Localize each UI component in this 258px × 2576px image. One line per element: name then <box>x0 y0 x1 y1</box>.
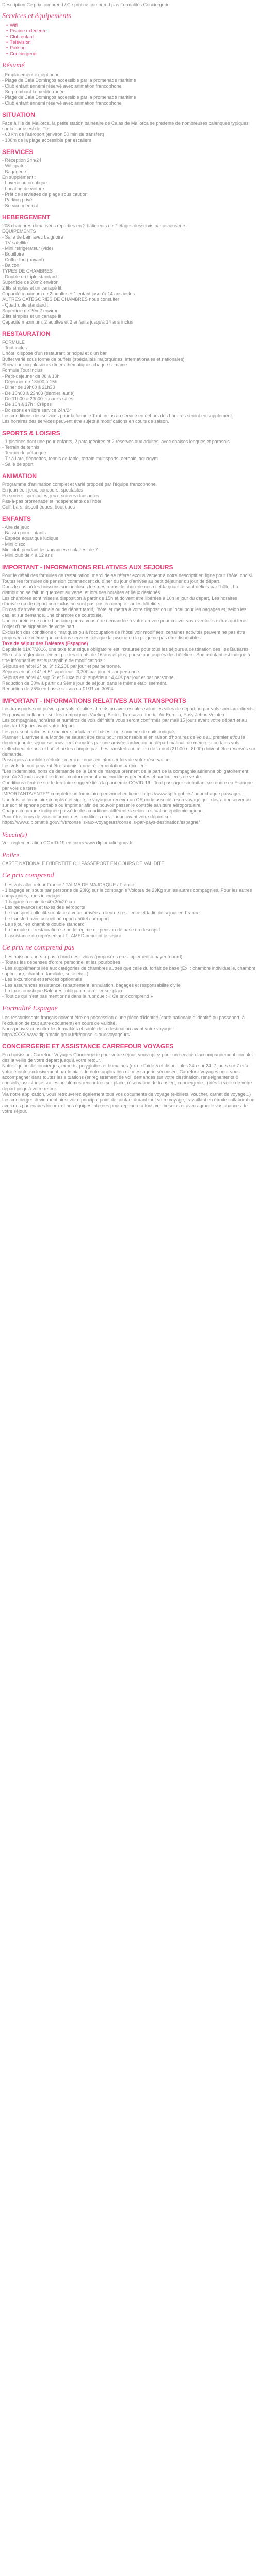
ne-comprend-section <box>2 944 256 999</box>
ne-comprend-line: - Les boissons hors repas à bord des avions (proposées en supplément à payer à bord) <box>2 954 183 959</box>
service-item: • Parking <box>6 45 256 51</box>
comprend-line: - Le transport collectif sur place à votre arrivée au lieu de résidence et la fin de séjour en France <box>2 910 200 916</box>
info-transports-para: Les transports sont prévus par vols réguliers directs ou avec escales selon les villes de départ ou par vols spéciaux directs. <box>2 706 255 711</box>
equipement-line: - Coffre-fort (payant) <box>2 257 44 262</box>
services-title: Services et équipements <box>2 12 71 20</box>
info-sejours-para: Réduction de 75% en basse saison du 01/11 au 30/04 <box>2 686 114 691</box>
info-sejours-para: En cas d'arrivée matinale ou de départ tardif, l'hôtelier mettra à votre disposition un local pour les bagages et, selon les cas, et sur demande, une chambre de courtoisie. <box>2 607 247 618</box>
info-sejours-para: Dans le cas où les boissons sont incluses lors des repas, le choix de ces-ci et la quantité sont définis par l'hôtel. La distribution se fait uniquement au verre, et lors des horaires et lieux désignés. <box>2 584 238 595</box>
info-sejours-section <box>2 564 256 692</box>
formule-title: FORMULE <box>2 340 25 345</box>
equipement-line: - Balcon <box>2 263 20 268</box>
services-line: - Bagagerie <box>2 169 26 174</box>
ne-comprend-line: - La taxe touristique Baléares, obligatoire à régler sur place <box>2 988 124 993</box>
services-line: - Prêt de serviettes de plage sous caution <box>2 192 88 197</box>
tout-inclus-title: Formule Tout Inclus <box>2 368 43 373</box>
ne-comprend-line: - Les excursions et services optionnels <box>2 977 82 982</box>
resume-section <box>2 62 256 106</box>
type-line: - Double ou triple standard : <box>2 274 60 279</box>
tout-inclus-note: Les conditions des services pour la formule Tout Inclus au service en dehors des horaires seront en supplément. <box>2 413 233 418</box>
enfants-line: - Aire de jeux <box>2 524 29 530</box>
info-sejours-para: Depuis le 01/07/2016, une taxe touristique obligatoire est instaurée pour tous les séjours à destination des Îles Baléares. Elle est à régler directement par les clients de 16 ans et plus, par séjour, auprès des hôteliers. Son montant est indiqué à titre informatif et est susceptible de modifications : <box>2 647 250 663</box>
conciergerie-para: Notre équipe de concierges, experts, polyglottes et humaines (ex de l'aide 5 et disponibles 24h sur 24, 7 jours sur 7 et à votre écoute exclusivement par le biais de notre application de messagerie sécurisée, Carrefour Voyages pour vous accompagner dans toutes les situations (enregistrement de vol, demandes sur votre destination, renseignements & conseils, assistance sur les problèmes rencontrés sur place, réservation de transfert, conciergerie...) dès la veille de votre départ jusqu'à votre retour. <box>2 1063 252 1091</box>
animation-section <box>2 472 256 510</box>
conciergerie-para: Via notre application, vous retrouverez également tous vos documents de voyage (e-billets, voucher, carnet de voyage...) <box>2 1092 251 1097</box>
tout-inclus-line: - Boissons en libre service 24h/24 <box>2 408 72 413</box>
hebergement-title: HEBERGEMENT <box>2 214 51 221</box>
formule-line: L'hôtel dispose d'un restaurant principal et d'un bar <box>2 351 107 356</box>
tout-inclus-line: - De 16h à 17h : Crêpes <box>2 402 52 407</box>
enfants-line: - Mini club de 4 à 12 ans <box>2 553 53 558</box>
info-transports-para: En pouvant collaborer sur les compagnies Vueling, Binter, Transavia, Iberia, Air Europa, Easy Jet ou Volotea. <box>2 712 226 717</box>
type-line: Capacité maximum: 2 adultes et 2 enfants jusqu'à 14 ans inclus <box>2 319 133 325</box>
enfants-section <box>2 515 256 558</box>
info-sejours-para: Une empreinte de carte bancaire pourra vous être demandée à votre arrivée pour couvrir vos éventuels extras qui ferait l'objet d'une signature de votre part. <box>2 618 248 629</box>
ne-comprend-title: Ce prix ne comprend pas <box>2 944 75 952</box>
comprend-line: - Les vols aller-retour France / PALMA DE MAJORQUE / France <box>2 882 134 887</box>
services-line: - Service médical <box>2 203 38 208</box>
resume-line: - Plage de Cala Domingos accessible par la promenade maritime <box>2 78 136 83</box>
sports-line: - Terrain de pétanque <box>2 450 46 455</box>
animation-line: En journée : jeux, concours, spectacles <box>2 487 83 493</box>
equipement-line: - Mini réfrigérateur (vide) <box>2 246 53 251</box>
info-transports-para[interactable]: Pour être tenus de vous informer des conditions en vigueur, avant votre départ sur : https://www.diplomatie.gouv.fr/fr/conseils-aux-voyageurs/conseils-par-pays-destination/espagne/ <box>2 814 200 825</box>
info-transports-para: Planner : L'arrivée à la Monde ne saurait être tenu pour responsable si en raison d'horaires de vols au premier et/ou le dernier jour de séjour se trouvaient écourtés par une arrivée tardive ou un départ matinal, de même, si certains vols s'effectuent de nuit et l'hôtel ne les compte pas. Les transferts au milieu de la nuit (21h00 et 8h00) doivent être réservés sur demande. <box>2 735 256 757</box>
info-transports-para: Les compagnies, horaires et numéros de vols définitifs vous seront confirmés par mail 15 jours avant votre départ et au plus tard 3 jours avant votre départ. <box>2 718 247 728</box>
animation-line: Programme d'animation complet et varié proposé par l'équipe francophone. <box>2 482 157 487</box>
header-links[interactable]: Description Ce prix comprend / Ce prix ne comprend pas Formalités Conciergerie <box>2 2 170 7</box>
formule-line: - Tout inclus <box>2 345 27 350</box>
hebergement-intro: 208 chambres climatisées réparties en 2 bâtiments de 7 étages desservis par ascenseurs <box>2 223 187 228</box>
ne-comprend-line: - Les suppléments liés aux catégories de chambres autres que celle du forfait de base (Ex. : chambre individuelle, chambre supérieure, chambre familiale, suite etc...) <box>2 965 256 976</box>
ne-comprend-line: - Toutes les dépenses d'ordre personnel et les pourboires <box>2 960 120 965</box>
info-transports-para: IMPORTANT/VENTE** compléter un formulaire personnel en ligne : https://www.spth.gob.es/ pour chaque passager. <box>2 791 241 796</box>
tout-inclus-note: Les horaires des services peuvent être sujets à modifications en cours de saison. <box>2 419 169 424</box>
info-transports-para: Les prix sont calculés de manière forfaitaire et basés sur le nombre de nuits indiqué. <box>2 729 175 734</box>
info-transports-para: "Les indemnités, bons de demande de la 1ère de marque prennent de la part de la compagnie aérienne obligatoirement jusqu'à 30 jours avant le départ conformément aux conditions générales et particulières de vente. <box>2 769 249 779</box>
comprend-line: - 1 bagage à main de 40x30x20 cm <box>2 899 75 904</box>
info-sejours-para: Séjours en hôtel 2* ou 3* : 2,20€ par jour et par personne. <box>2 664 121 669</box>
equipement-line: - TV satellite <box>2 240 28 245</box>
tout-inclus-line: - Déjeuner de 13h00 à 15h <box>2 379 58 384</box>
info-sejours-para: Réduction de 50% à partir du 9ème jour de séjour, dans le même établissement. <box>2 681 168 686</box>
comprend-line: - Le séjour en chambre double standard <box>2 922 85 927</box>
info-sejours-para: Exclusion des conditions climatiques ou à l'occupation de l'hôtel voir modifiées, certaines activités peuvent ne pas être proposées de même que certains services tels que la piscine ou la plage ne pas être disponibles. <box>2 630 245 640</box>
situation-section <box>2 111 256 143</box>
vaccins-text: Voir réglementation COVID-19 en cours www.diplomatie.gouv.fr <box>2 840 133 845</box>
type-line: AUTRES CATEGORIES DE CHAMBRES nous consulter <box>2 297 119 302</box>
equipement-line: - Salle de bain avec baignoire <box>2 234 63 240</box>
restauration-section <box>2 330 256 425</box>
services-section <box>2 12 256 57</box>
services-line: En supplément : <box>2 175 36 180</box>
sports-line: - Salle de sport <box>2 462 34 467</box>
services-line: - Parking privé <box>2 197 33 202</box>
service-item: • Télévision <box>6 40 256 45</box>
resume-line: - Emplacement exceptionnel <box>2 72 61 77</box>
sports-line: - 1 piscines dont une pour enfants, 2 pataugeoires et 2 réserves aux adultes, avec chaises longues et parasols <box>2 439 230 444</box>
situation-line: Face à l'ile de Mallorca, la petite station balnéaire de Calas de Mallorca se présente de nombreuses calanques typiques sur la partie est de l'île. <box>2 121 249 131</box>
info-transports-para: Les vols de nuit peuvent être soumis à une réglementation particulière. <box>2 763 148 768</box>
restauration-title: RESTAURATION <box>2 330 51 337</box>
resume-title: Résumé <box>2 62 25 70</box>
info-transports-para: Chaque commune indiquée possède des conditions différentes selon la situation épidémiologique. <box>2 808 204 814</box>
info-sejours-para: Les chambres sont mises à disposition à partir de 15h et doivent être libérées à 10h le jour du départ. Les horaires d'arrivée ou de départ non inclus ne sont pas pris en compte par les hôteliers. <box>2 596 237 606</box>
services-line: - Laverie automatique <box>2 180 47 185</box>
service-item: • Conciergerie <box>6 51 256 57</box>
type-line: Capacité maximum de 2 adultes + 1 enfant jusqu'à 14 ans inclus <box>2 291 135 296</box>
type-line: 2 lits simples et un canapé lit. <box>2 285 63 291</box>
types-title: TYPES DE CHAMBRES <box>2 268 53 274</box>
enfants-line: - Espace aquatique ludique <box>2 536 59 541</box>
service-item: • Club enfant <box>6 34 256 40</box>
police-section <box>2 851 256 867</box>
sports-line: - Tir à l'arc, fléchettes, tennis de table, terrain multisports, aerobic, aquagym <box>2 456 158 461</box>
info-transports-section <box>2 697 256 825</box>
info-transports-para: Une fois ce formulaire complété et signé, le voyageur recevra un QR code associé à son voyage qu'il devra conserver au sur son téléphone portable ou imprimer afin de pouvoir passer le contrôle sanitaire aéroportuaire. <box>2 797 251 808</box>
services-list-section <box>2 148 256 209</box>
animation-line: En soirée : spectacles, jeux, soirées dansantes <box>2 493 99 498</box>
formule-line: Buffet varié sous forme de buffets (spécialités majorquines, internationales et nationales) <box>2 357 185 362</box>
sports-section <box>2 430 256 467</box>
vaccins-section <box>2 831 256 846</box>
info-sejours-para: Toutes les formules de pension commencent du dîner du jour d'arrivée au petit déjeuner du jour de départ. <box>2 579 220 584</box>
animation-line: Pas-à-pas promenade et indépendante de l'hôtel <box>2 499 103 504</box>
services-list-title: SERVICES <box>2 148 34 156</box>
services-line: - Wifi gratuit <box>2 163 27 168</box>
enfants-line: - Mini disco <box>2 541 26 547</box>
situation-title: SITUATION <box>2 111 35 118</box>
info-sejours-para: Taxe de séjour des Baléares (Espagne) <box>2 641 88 646</box>
formalite-para: Les ressortissants français doivent être en possession d'une pièce d'identité (carte nationale d'identité ou passeport, à l'exclusion de tout autre document) en cours de validité. <box>2 1015 245 1026</box>
info-sejours-para: Séjours en hôtel 4* sup 5* et 5 luxe ou 4* supérieur : 4,40€ par jour et par personne. <box>2 675 175 680</box>
situation-line: - 63 km de l'aéroport (environ 50 min de transfert) <box>2 132 104 137</box>
sports-title: SPORTS & LOISIRS <box>2 430 60 437</box>
equipement-line: - Bouilloire <box>2 251 24 257</box>
tout-inclus-line: - Dîner de 19h00 à 21h30 <box>2 385 55 390</box>
formalite-para[interactable]: Nous pouvez consulter les formalités et santé de la destination avant votre voyage : http://XXXX.www.diplomatie.gouv.fr/fr/conseils-aux-voyageurs/ <box>2 1026 174 1037</box>
resume-line: - Club enfant ennemi réservé avec animation francophone <box>2 83 122 89</box>
comprend-title: Ce prix comprend <box>2 872 54 879</box>
animation-title: ANIMATION <box>2 472 37 480</box>
formalite-title: Formalité Espagne <box>2 1005 58 1012</box>
page <box>0 0 258 1114</box>
info-transports-para: Conditions d'entrée sur le territoire suggéré lié à la pandémie COVID-19 : Tout passager souhaitant se rendre en Espagne par voie de terre <box>2 780 253 791</box>
type-line: - Quadruple standard : <box>2 302 49 308</box>
services-line: - Location de voiture <box>2 186 44 191</box>
info-sejours-title: IMPORTANT - INFORMATIONS RELATIVES AUX SEJOURS <box>2 564 173 571</box>
police-title: Police <box>2 851 20 859</box>
ne-comprend-line: - Les assurances assistance, rapatriement, annulation, bagages et responsabilité civile <box>2 982 181 988</box>
hebergement-section <box>2 214 256 325</box>
resume-line: - Club enfant ennemi réservé avec animation francophone <box>2 100 122 106</box>
formalite-section <box>2 1005 256 1038</box>
conciergerie-section <box>2 1043 256 1114</box>
info-sejours-para: Pour le détail des formules de restauration, merci de se référer exclusivement à notre descriptif en ligne pour l'hôtel choisi. <box>2 573 253 578</box>
situation-line: - 100m de la plage accessible par escaliers <box>2 138 91 143</box>
enfants-line: Mini club pendant les vacances scolaires, de 7 : <box>2 547 101 552</box>
comprend-line: - Le transfert avec accueil aéroport / hôtel / aéroport <box>2 916 109 921</box>
enfants-line: - Bassin pour enfants <box>2 530 46 535</box>
comprend-section <box>2 872 256 939</box>
comprend-line: - 1 bagage en soute par personne de 20Kg sur la compagnie Volotea de 23Kg sur les autres compagnies. Pour les autres compagnies, nous interroger <box>2 888 252 899</box>
comprend-line: - L'assistance du représentant FLAMED pendant le séjour <box>2 933 121 938</box>
formule-line: Show cooking plusieurs dîners thématiques chaque semaine <box>2 362 127 367</box>
comprend-line: - Les redevances et taxes des aéroports <box>2 905 85 910</box>
tout-inclus-line: - De 11h00 à 23h00 : snacks salés <box>2 396 73 401</box>
info-transports-title: IMPORTANT - INFORMATIONS RELATIVES AUX TRANSPORTS <box>2 697 186 704</box>
service-item: • Wifi <box>6 23 256 28</box>
conciergerie-para: Les concierges deviennent ainsi votre principal point de contact durant tout votre voyage, travaillant en étroite collaboration avec nos partenaires locaux et nos équipes internes pour répondre à tous vos besoins et avec agrandir vos chances de votre séjour. <box>2 1097 255 1114</box>
tout-inclus-line: - Petit-déjeuner de 08 à 10h <box>2 374 60 379</box>
enfants-title: ENFANTS <box>2 515 31 522</box>
resume-line: - Surplombant la mediterranée <box>2 89 65 94</box>
comprend-line: - La formule de restauration selon le régime de pension de base du descriptif <box>2 927 160 933</box>
conciergerie-title: CONCIERGERIE ET ASSISTANCE CARREFOUR VOYAGES <box>2 1043 174 1050</box>
services-line: - Réception 24h/24 <box>2 158 42 163</box>
ne-comprend-line: - Tout ce qui n'est pas mentionné dans la rubrique : « Ce prix comprend » <box>2 994 153 999</box>
conciergerie-para: En choisissant Carrefour Voyages Conciergerie pour votre séjour, vous optez pour un service d'accompagnement complet dès la veille de votre départ jusqu'à votre retour. <box>2 1052 253 1063</box>
police-text: CARTE NATIONALE D'IDENTITE OU PASSEPORT EN COURS DE VALIDITE <box>2 861 165 866</box>
sports-line: - Terrain de tennis <box>2 445 39 450</box>
service-item: • Piscine extérieure <box>6 28 256 34</box>
tout-inclus-line: - De 10h00 à 23h00 (dernier laurié) <box>2 391 75 396</box>
equipements-title: EQUIPEMENTS <box>2 229 36 234</box>
animation-line: Golf, bars, discothèques, boutiques <box>2 504 75 510</box>
info-transports-para: Passagers à mobilité réduite : merci de nous en informer lors de votre réservation. <box>2 757 171 762</box>
info-sejours-para: Séjours en hôtel 4* et 5* supérieur : 3,30€ par jour et par personne. <box>2 669 141 674</box>
type-line: Superficie de 20m2 environ <box>2 280 59 285</box>
services-list <box>2 23 256 57</box>
type-line: Superficie de 20m2 environ <box>2 308 59 313</box>
type-line: 2 lits simples et un canapé lit <box>2 314 62 319</box>
vaccins-title: Vaccin(s) <box>2 831 27 838</box>
resume-line: - Plage de Cala Domingos accessible par la promenade maritime <box>2 95 136 100</box>
